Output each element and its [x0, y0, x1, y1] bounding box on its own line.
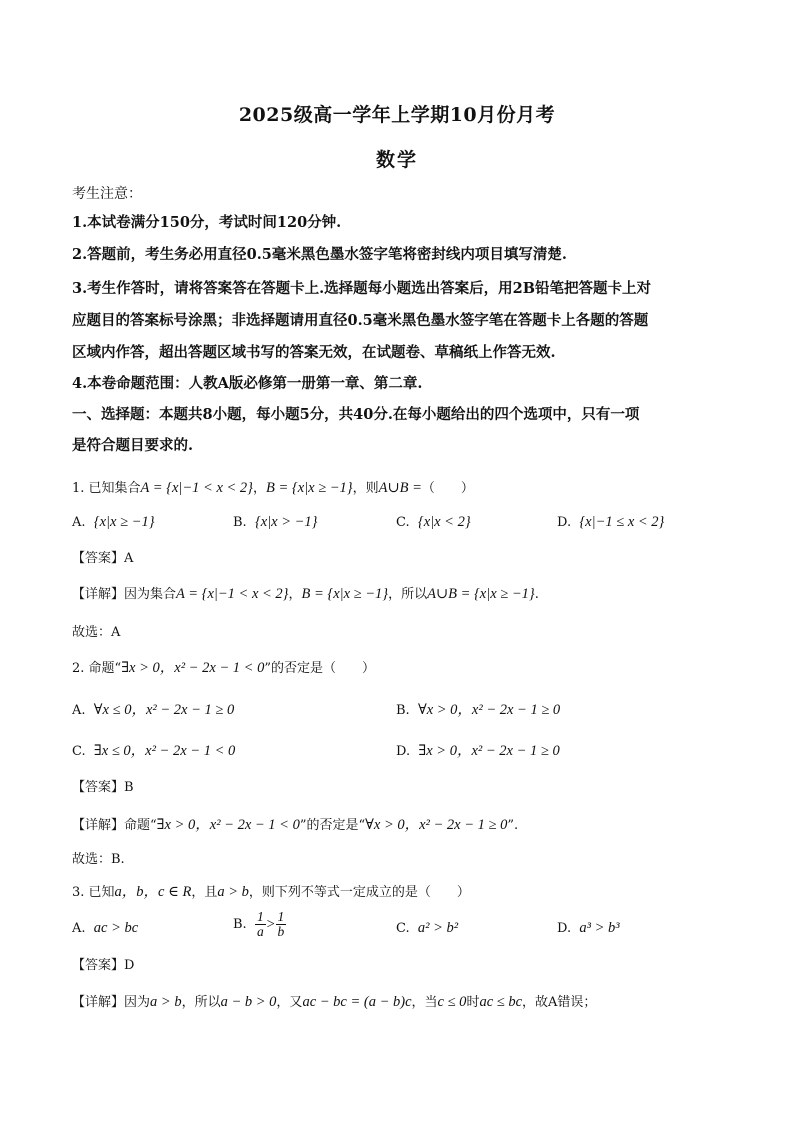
section-heading: 一、选择题：本题共8小题，每小题5分，共40分.在每小题给出的四个选项中，只有一项	[72, 406, 640, 423]
q3-option-b: B. $\frac{1}{a}$ > $\frac{1}{b}$	[233, 909, 285, 939]
q3-option-d: D. a³ > b³	[557, 920, 620, 936]
q1-choice: 故选：A	[72, 625, 121, 640]
page-title: 2025级高一学年上学期10月份月考	[238, 104, 556, 126]
q3-answer: 【答案】D	[72, 958, 135, 973]
q2-answer: 【答案】B	[72, 780, 134, 795]
notice-item-4: 4.本卷命题范围：人教A版必修第一册第一章、第二章.	[72, 375, 423, 392]
fraction-right: $\frac{1}{b}$	[277, 909, 285, 939]
notice-item-3-cont: 应题目的答案标号涂黑；非选择题请用直径0.5毫米黑色墨水签字笔在答题卡上各题的答题	[72, 312, 649, 329]
q1-option-c: C. {x|x < 2}	[396, 514, 471, 530]
fraction-left: $\frac{1}{a}$	[256, 909, 264, 939]
q3-detail: 【详解】因为a > b，所以a − b > 0，又ac − bc = (a − b)c，当c ≤ 0时ac ≤ bc，故A错误；	[72, 994, 597, 1010]
q1-option-b: B. {x|x > −1}	[233, 514, 318, 530]
q2-detail: 【详解】命题“∃x > 0，x² − 2x − 1 < 0”的否定是“∀x > 0，x² − 2x − 1 ≥ 0”.	[72, 817, 519, 833]
q3-option-a: A. ac > bc	[72, 920, 139, 936]
q2-option-b: B. ∀x > 0，x² − 2x − 1 ≥ 0	[396, 702, 561, 718]
q1-option-d: D. {x|−1 ≤ x < 2}	[557, 514, 665, 530]
q1-detail: 【详解】因为集合A = {x|−1 < x < 2}，B = {x|x ≥ −1}，所以A∪B = {x|x ≥ −1}.	[72, 586, 539, 602]
set-a: A = {x|−1 < x < 2}	[140, 480, 253, 496]
q2-option-a: A. ∀x ≤ 0，x² − 2x − 1 ≥ 0	[72, 702, 235, 718]
notice-item-3-cont2: 区域内作答，超出答题区域书写的答案无效，在试题卷、草稿纸上作答无效.	[72, 344, 556, 361]
q1-answer: 【答案】A	[72, 551, 134, 566]
question-2: 2. 命题“∃x > 0，x² − 2x − 1 < 0”的否定是（ ）	[72, 660, 376, 676]
section-heading-cont: 是符合题目要求的.	[72, 437, 194, 454]
set-b: B = {x|x ≥ −1}	[266, 480, 353, 496]
question-1: 1. 已知集合A = {x|−1 < x < 2}，B = {x|x ≥ −1}，则A∪B =（ ）	[72, 480, 474, 496]
q2-option-d: D. ∃x > 0，x² − 2x − 1 ≥ 0	[396, 743, 560, 759]
notice-item-1: 1.本试卷满分150分，考试时间120分钟.	[72, 214, 342, 231]
q1-option-a: A. {x|x ≥ −1}	[72, 514, 155, 530]
q2-option-c: C. ∃x ≤ 0，x² − 2x − 1 < 0	[72, 743, 236, 759]
notice-heading: 考生注意：	[72, 186, 142, 202]
question-3: 3. 已知a，b，c ∈ R，且a > b，则下列不等式一定成立的是（ ）	[72, 884, 470, 900]
q2-choice: 故选：B.	[72, 852, 125, 867]
notice-item-2: 2.答题前，考生务必用直径0.5毫米黑色墨水签字笔将密封线内项目填写清楚.	[72, 246, 567, 263]
notice-item-3: 3.考生作答时，请将答案答在答题卡上.选择题每小题选出答案后，用2B铅笔把答题卡上对	[72, 280, 652, 297]
subject-title: 数学	[375, 149, 418, 171]
q3-option-c: C. a² > b²	[396, 920, 459, 936]
